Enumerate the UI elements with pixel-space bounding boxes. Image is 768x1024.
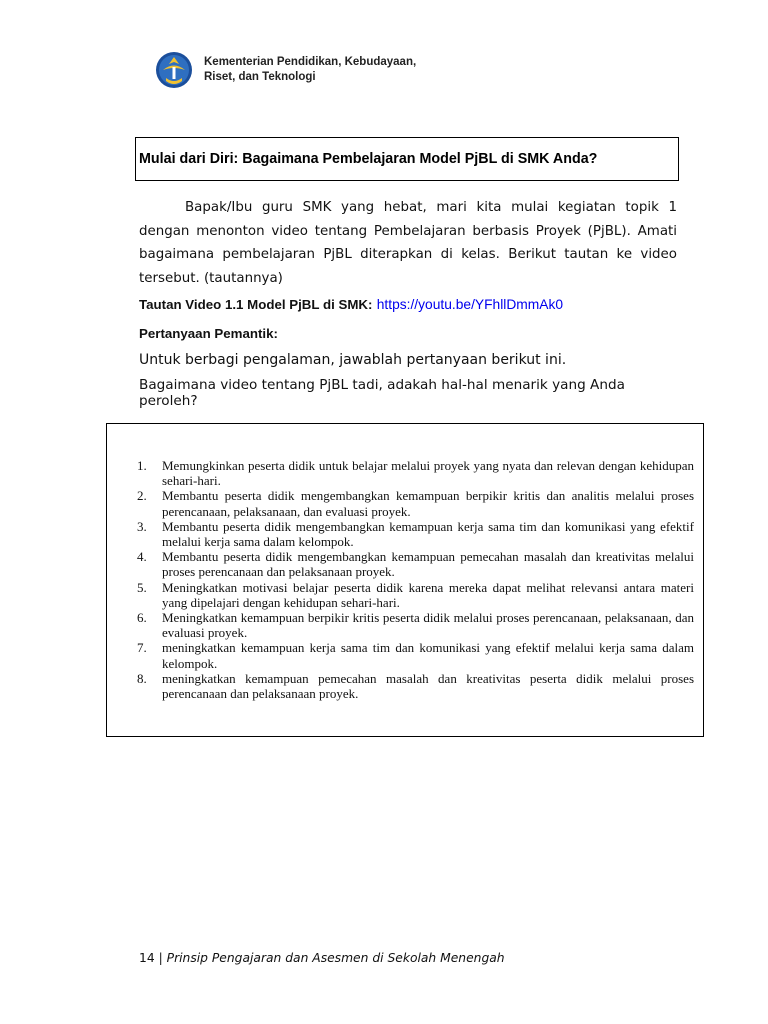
answer-item [134,519,694,549]
answer-item [134,671,694,701]
answer-number: 1. [137,458,147,473]
question-text: Bagaimana video tentang PjBL tadi, adakah hal-hal menarik yang Anda peroleh? [139,377,625,409]
intro-paragraph [139,196,677,290]
answer-text: Meningkatkan kemampuan berpikir kritis peserta didik melalui proses perencanaan, pelaksanaan, dan evaluasi proyek. [162,610,694,641]
page-header [153,51,416,89]
intro-text: Bapak/Ibu guru SMK yang hebat, mari kita mulai kegiatan topik 1 dengan menonton video tentang Pembelajaran berbasis Proyek (PjBL). Amati bagaimana pembelajaran PjBL diterapkan di kelas. Berikut tautan ke video tersebut. (tautannya) [139,200,677,286]
answer-text: Membantu peserta didik mengembangkan kemampuan pemecahan masalah dan kreativitas melalui proses perencanaan dan pelaksanaan proyek. [162,549,694,580]
answer-item [134,580,694,610]
answer-text: meningkatkan kemampuan pemecahan masalah dan kreativitas peserta didik melalui proses perencanaan dan pelaksanaan proyek. [162,670,694,702]
answer-text: Meningkatkan motivasi belajar peserta didik karena mereka dapat melihat relevansi antara materi yang dipelajari dengan kehidupan sehari-hari. [162,579,694,610]
answer-number: 2. [137,488,147,504]
answer-item [134,458,694,488]
answer-text: Memungkinkan peserta didik untuk belajar melalui proyek yang nyata dan relevan dengan kehidupan sehari-hari. [162,458,694,489]
answer-item [134,610,694,640]
section-title-box [135,137,679,181]
answer-number: 3. [137,518,147,534]
page-footer [139,951,505,965]
answer-number: 8. [137,670,147,686]
video-link[interactable]: https://youtu.be/YFhllDmmAk0 [376,297,564,312]
pemantik-heading: Pertanyaan Pemantik: [139,326,278,341]
answer-list [134,458,694,701]
footer-separator: | [158,951,163,965]
video-link-line [139,297,563,313]
answer-text: Membantu peserta didik mengembangkan kemampuan berpikir kritis dan analitis melalui proses perencanaan, pelaksanaan, dan evaluasi proyek. [162,488,694,519]
answer-item [134,549,694,579]
tut-wuri-handayani-logo-icon [153,51,195,89]
section-title: Mulai dari Diri: Bagaimana Pembelajaran Model PjBL di SMK Anda? [139,151,598,167]
question-intro: Untuk berbagi pengalaman, jawablah pertanyaan berikut ini. [139,352,567,368]
book-title: Prinsip Pengajaran dan Asesmen di Sekolah Menengah [166,951,505,965]
answer-number: 5. [137,579,147,595]
answer-item [134,640,694,670]
video-link-label: Tautan Video 1.1 Model PjBL di SMK: [139,297,373,312]
answer-number: 7. [137,640,147,656]
answer-number: 6. [137,610,147,626]
answer-number: 4. [137,549,147,565]
answer-text: Membantu peserta didik mengembangkan kemampuan kerja sama tim dan komunikasi yang efektif melalui kerja sama dalam kelompok. [162,518,694,550]
answer-text: meningkatkan kemampuan kerja sama tim dan komunikasi yang efektif melalui kerja sama dalam kelompok. [162,640,694,671]
page-number: 14 [139,951,155,965]
ministry-name: Kementerian Pendidikan, Kebudayaan, Riset, dan Teknologi [204,56,417,83]
answer-item [134,488,694,518]
